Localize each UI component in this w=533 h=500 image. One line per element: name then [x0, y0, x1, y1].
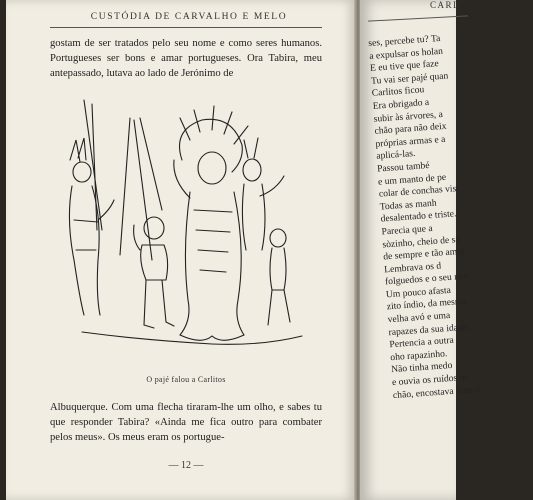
right-page-line: desalentado e triste.: [380, 208, 457, 225]
left-figure: [69, 138, 114, 315]
right-page-line: a expulsar os holan: [368, 45, 444, 62]
right-page-text: [368, 28, 533, 402]
paragraph-bottom: [50, 400, 322, 445]
right-page-line: colar de conchas vist: [378, 183, 460, 200]
right-page-line: zito índio, da mesma: [386, 296, 467, 313]
tipi-pole: [120, 118, 130, 255]
illustration-caption: O pajé falou a Carlitos: [146, 375, 226, 384]
page-number: — 12 —: [168, 460, 204, 471]
paragraph-top-text: gostam de ser tratados pelo seu nome e como seres humanos. Portugueses ser bons e amar portugueses. Ora Tabira, meu antepassado, lutava ao lado de Jerónimo de: [50, 38, 322, 79]
right-page-line: Era obrigado a: [372, 96, 430, 112]
right-page-line: velha avó e uma: [387, 310, 451, 326]
right-page-line: e um manto de pe: [377, 171, 447, 188]
right-page-line: Passou també: [376, 159, 430, 175]
right-header-rule: [368, 15, 468, 21]
right-page-line: Lembrava os d: [383, 260, 442, 276]
chief-figure: [174, 106, 248, 340]
ground-line: [82, 332, 302, 344]
paragraph-top: [50, 36, 322, 81]
right-page-line: aplicá-las.: [375, 148, 416, 163]
right-page: [360, 0, 481, 500]
tipi-pole: [134, 120, 152, 260]
illustration: [62, 100, 312, 365]
right-page-line: sòzinho, cheio de sa: [382, 233, 460, 250]
right-page-line: oho rapazinho.: [389, 348, 448, 364]
right-page-line: Parecia que a: [381, 222, 433, 238]
paragraph-bottom-text: Albuquerque. Com uma flecha tiraram-lhe um olho, e sabes tu que responder Tabira? «Ainda me fica outro para combater pelos meus». Os meus eram os portugue-: [50, 402, 322, 443]
right-page-line: Tu vai ser pajé quan: [370, 70, 449, 87]
right-page-line: Um pouco afasta: [385, 284, 452, 301]
right-page-line: próprias armas e a: [375, 133, 446, 150]
right-page-line: Pertencia a outra: [389, 335, 455, 351]
right-page-line: chão para não deix: [374, 120, 447, 137]
left-page: [6, 0, 356, 500]
right-page-line: ses, percebe tu? Ta: [368, 32, 441, 49]
right-page-line: de sempre e tão amig: [382, 245, 466, 263]
right-page-line: Não tinha medo: [390, 360, 453, 376]
right-page-line: E eu tive que faze: [369, 58, 440, 75]
right-page-line: Carlitos ficou: [371, 84, 425, 100]
boy-figure: [134, 217, 174, 328]
right-running-head: CARL: [430, 0, 461, 10]
right-page-line: chão, encostava o ouvi: [392, 383, 481, 401]
right-page-line: subir às árvores, a: [373, 108, 444, 125]
running-head: CUSTÓDIA DE CARVALHO E MELO: [90, 12, 288, 22]
right-page-line: rapazes da sua idade.: [388, 321, 470, 338]
right-page-line: e ouvia os ruídos m: [391, 371, 468, 389]
header-rule: [50, 27, 322, 28]
right-page-line: Todas as manh: [379, 197, 437, 213]
warrior-figure: [242, 138, 284, 250]
right-page-line: folguedos e o seu riso: [384, 270, 469, 288]
child-figure: [268, 229, 290, 325]
